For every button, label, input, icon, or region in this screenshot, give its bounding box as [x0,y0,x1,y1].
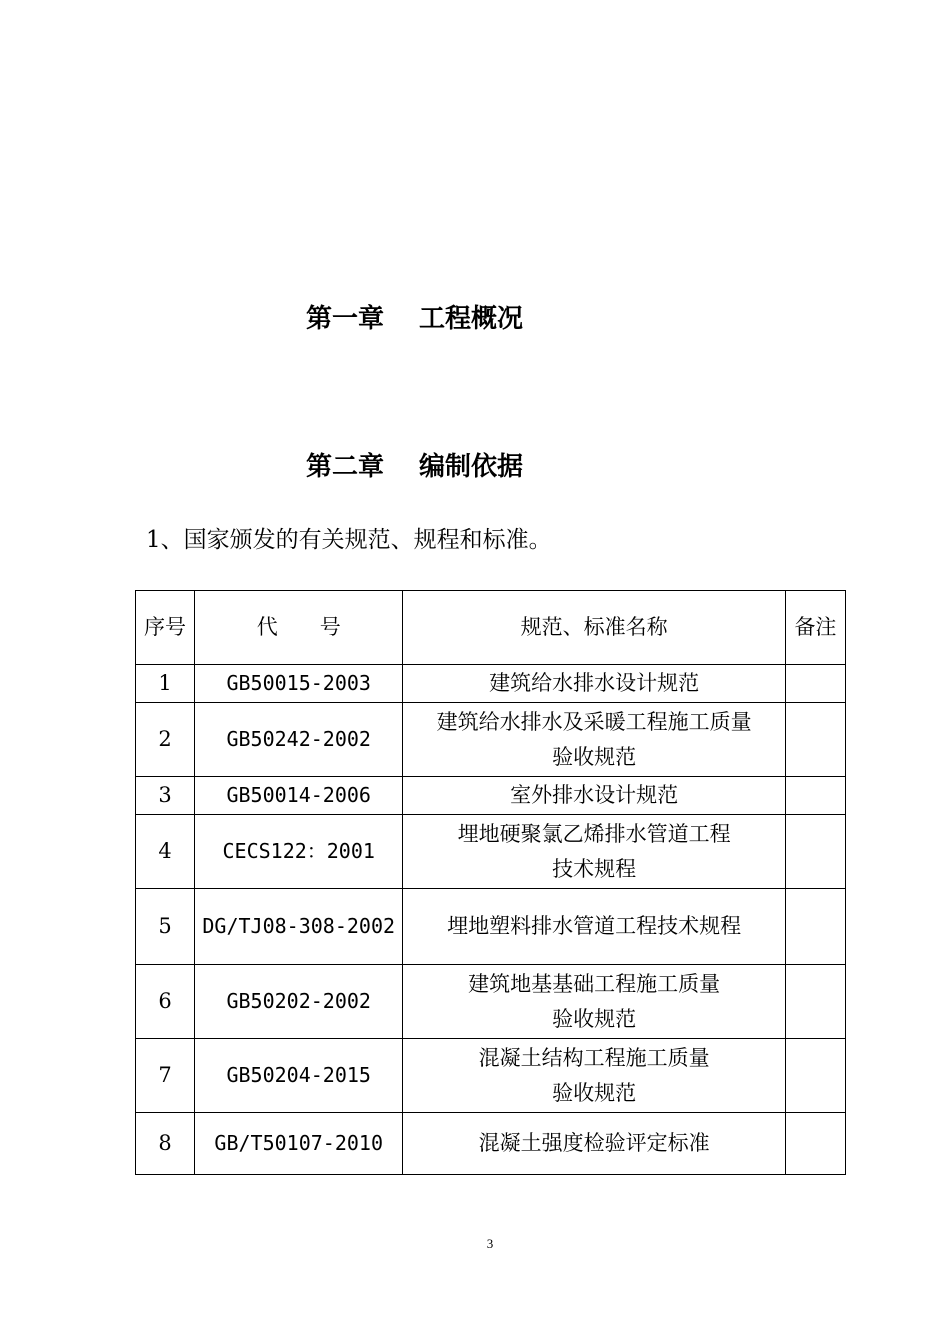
cell-no: 6 [136,965,195,1039]
cell-no: 1 [136,665,195,703]
cell-code: DG/TJ08-308-2002 [195,889,403,965]
header-no: 序号 [136,591,195,665]
cell-name-line: 混凝土结构工程施工质量 [478,1045,710,1070]
cell-no: 8 [136,1113,195,1175]
cell-no: 7 [136,1039,195,1113]
header-note: 备注 [785,591,845,665]
table-row [136,703,846,777]
cell-name-line: 混凝土强度检验评定标准 [478,1131,710,1155]
table-row [136,889,846,965]
cell-code: GB50014-2006 [195,777,403,815]
cell-name-line: 验收规范 [552,1006,637,1031]
cell-name-line: 建筑给水排水设计规范 [489,671,700,695]
table-row [136,1113,846,1175]
cell-name [403,1113,786,1175]
table-row [136,965,846,1039]
cell-name [403,777,786,815]
cell-name [403,665,786,703]
cell-code: GB50015-2003 [195,665,403,703]
table-row [136,1039,846,1113]
cell-code: GB50242-2002 [195,703,403,777]
cell-note [785,665,845,703]
cell-no: 4 [136,815,195,889]
cell-name [403,703,786,777]
cell-name-line: 建筑地基基础工程施工质量 [468,971,721,996]
cell-code: GB50202-2002 [195,965,403,1039]
cell-name-line: 埋地硬聚氯乙烯排水管道工程 [457,821,731,846]
table-header-row [136,591,846,665]
cell-no: 5 [136,889,195,965]
cell-name [403,965,786,1039]
cell-no: 2 [136,703,195,777]
table-row [136,665,846,703]
header-name: 规范、标准名称 [403,591,786,665]
cell-name-line: 建筑给水排水及采暖工程施工质量 [436,709,752,734]
cell-note [785,1039,845,1113]
cell-name-line: 验收规范 [552,744,637,769]
cell-note [785,777,845,815]
cell-name [403,889,786,965]
cell-name-line: 验收规范 [552,1080,637,1105]
cell-name-line: 室外排水设计规范 [510,783,679,807]
cell-name [403,815,786,889]
chapter-1-title: 第一章 工程概况 [306,304,524,334]
cell-no: 3 [136,777,195,815]
page-number: 3 [486,1236,494,1251]
table-row [136,815,846,889]
table-row [136,777,846,815]
cell-name-line: 技术规程 [552,856,637,881]
cell-note [785,889,845,965]
cell-code: CECS122：2001 [195,815,403,889]
cell-code: GB/T50107-2010 [195,1113,403,1175]
cell-note [785,1113,845,1175]
cell-note [785,965,845,1039]
cell-note [785,815,845,889]
header-code: 代 号 [195,591,403,665]
table-body [136,665,846,1175]
cell-name [403,1039,786,1113]
cell-note [785,703,845,777]
chapter-2-title: 第二章 编制依据 [306,452,524,482]
section-heading: 1、国家颁发的有关规范、规程和标准。 [146,527,552,553]
cell-name-line: 埋地塑料排水管道工程技术规程 [447,914,742,938]
cell-code: GB50204-2015 [195,1039,403,1113]
standards-table [135,590,846,1175]
